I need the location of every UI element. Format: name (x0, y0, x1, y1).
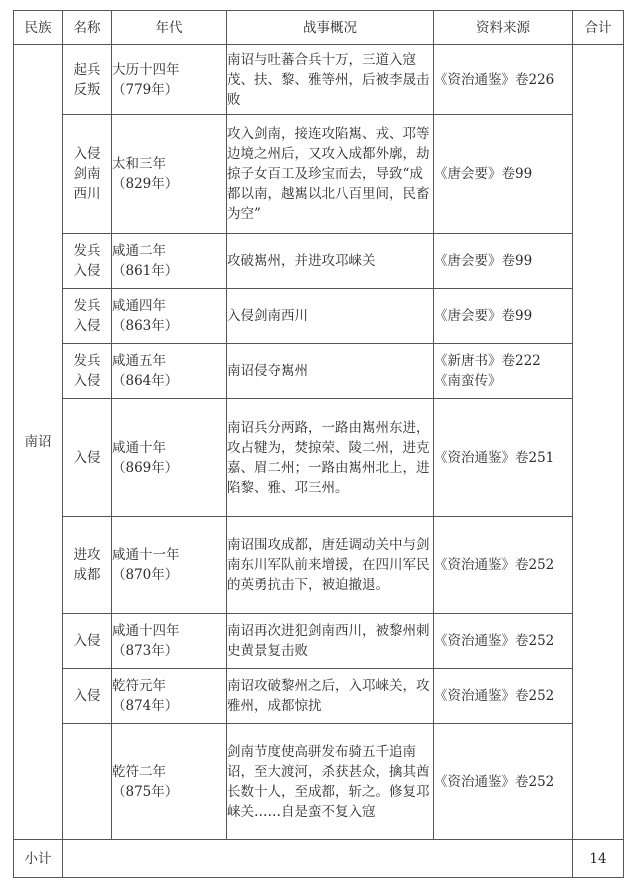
era-line: 太和三年 (112, 156, 166, 172)
table-row (14, 289, 624, 344)
overview-cell: 入侵剑南西川 (227, 289, 434, 344)
name-cell (63, 399, 112, 517)
era-line: 咸通二年 (112, 243, 166, 259)
table-row (14, 399, 624, 517)
era-line: 咸通十一年 (112, 547, 180, 563)
name-cell (63, 45, 112, 115)
name-line: 发兵 (73, 243, 101, 259)
era-line: （779年） (112, 81, 179, 98)
table-row (14, 234, 624, 289)
era-line: 乾符二年 (112, 763, 166, 780)
header-era: 年代 (112, 11, 227, 45)
era-line: （870年） (112, 567, 179, 583)
table-row (14, 724, 624, 840)
source-line: 《资治通鉴》卷226 (434, 71, 555, 88)
source-cell (434, 289, 573, 344)
subtotal-row (14, 840, 624, 878)
source-line: 《唐会要》卷99 (434, 308, 533, 324)
overview-cell: 南诏再次进犯剑南西川，被黎州刺史黄景复击败 (227, 614, 434, 669)
subtotal-value: 14 (573, 840, 624, 878)
header-source: 资料来源 (434, 11, 573, 45)
era-line: 咸通十四年 (112, 623, 180, 639)
name-line: 成都 (73, 567, 101, 583)
source-line: 《资治通鉴》卷252 (434, 633, 555, 649)
source-cell (434, 115, 573, 234)
overview-cell: 攻破嶲州，并进攻邛崃关 (227, 234, 434, 289)
era-cell (112, 724, 227, 840)
name-line: 反叛 (73, 81, 101, 98)
name-cell (63, 517, 112, 614)
header-row (14, 11, 624, 45)
total-cell (573, 45, 624, 840)
battles-table (13, 10, 624, 878)
era-line: 咸通十年 (112, 439, 166, 456)
name-line: 入侵 (73, 146, 101, 162)
table-row (14, 45, 624, 115)
name-line: 入侵 (73, 373, 101, 389)
source-line: 《资治通鉴》卷251 (434, 449, 555, 466)
era-line: （875年） (112, 783, 179, 800)
era-line: 乾符元年 (112, 678, 166, 694)
subtotal-label: 小计 (14, 840, 63, 878)
era-line: 大历十四年 (112, 61, 180, 78)
era-cell (112, 234, 227, 289)
era-line: （874年） (112, 698, 179, 714)
source-line: 《资治通鉴》卷252 (434, 773, 555, 790)
source-cell (434, 399, 573, 517)
table-row (14, 517, 624, 614)
name-line: 起兵 (73, 61, 101, 78)
source-line: 《唐会要》卷99 (434, 253, 533, 269)
era-cell (112, 289, 227, 344)
source-cell (434, 45, 573, 115)
header-ethnicity: 民族 (14, 11, 63, 45)
source-cell (434, 517, 573, 614)
name-cell (63, 289, 112, 344)
name-line: 入侵 (73, 263, 101, 279)
name-cell (63, 234, 112, 289)
name-line: 入侵 (73, 688, 101, 704)
era-cell (112, 45, 227, 115)
era-line: （829年） (112, 176, 179, 192)
era-line: （863年） (112, 318, 179, 334)
name-line: 发兵 (73, 298, 101, 314)
overview-cell: 南诏攻破黎州之后，入邛崃关，攻雅州，成都惊扰 (227, 669, 434, 724)
source-cell (434, 724, 573, 840)
table-row (14, 344, 624, 399)
source-cell (434, 614, 573, 669)
header-name: 名称 (63, 11, 112, 45)
overview-cell: 南诏与吐蕃合兵十万，三道入寇茂、扶、黎、雅等州，后被李晟击败 (227, 45, 434, 115)
source-cell (434, 344, 573, 399)
era-cell (112, 344, 227, 399)
source-line: 《唐会要》卷99 (434, 166, 533, 182)
era-cell (112, 614, 227, 669)
name-line: 进攻 (73, 547, 101, 563)
ethnicity-cell: 南诏 (14, 45, 63, 840)
era-line: （869年） (112, 459, 179, 476)
name-line: 入侵 (73, 633, 101, 649)
era-line: （861年） (112, 263, 179, 279)
name-line: 入侵 (73, 449, 101, 466)
overview-cell: 南诏侵夺嶲州 (227, 344, 434, 399)
source-line: 《资治通鉴》卷252 (434, 557, 555, 573)
era-cell (112, 115, 227, 234)
source-line: 《新唐书》卷222 (434, 353, 541, 369)
name-cell (63, 669, 112, 724)
source-line: 《南蛮传》 (434, 373, 502, 389)
name-cell (63, 614, 112, 669)
overview-cell: 剑南节度使高骈发布骑五千追南诏，至大渡河，杀获甚众，擒其酋长数十人，至成都，斩之。修复邛崃关……自是蛮不复入寇 (227, 724, 434, 840)
name-cell (63, 724, 112, 840)
name-cell (63, 344, 112, 399)
name-line: 入侵 (73, 318, 101, 334)
name-line: 西川 (73, 186, 101, 202)
name-line: 剑南 (73, 166, 101, 182)
table-row (14, 614, 624, 669)
era-line: 咸通四年 (112, 298, 166, 314)
era-cell (112, 669, 227, 724)
era-cell (112, 517, 227, 614)
overview-cell: 南诏围攻成都，唐廷调动关中与剑南东川军队前来增援，在四川军民的英勇抗击下，被迫撤退。 (227, 517, 434, 614)
table-row (14, 115, 624, 234)
header-total: 合计 (573, 11, 624, 45)
source-cell (434, 234, 573, 289)
era-line: （864年） (112, 373, 179, 389)
era-line: 咸通五年 (112, 353, 166, 369)
era-cell (112, 399, 227, 517)
table-row (14, 669, 624, 724)
source-cell (434, 669, 573, 724)
overview-cell: 攻入剑南，接连攻陷嶲、戎、邛等边境之州后，又攻入成都外廓，劫掠子女百工及珍宝而去，导致“成都以南，越嶲以北八百里间，民畜为空” (227, 115, 434, 234)
header-overview: 战事概况 (227, 11, 434, 45)
overview-cell: 南诏兵分两路，一路由嶲州东进，攻占犍为，焚掠荣、陵二州，进克嘉、眉二州；一路由嶲州北上，进陷黎、雅、邛三州。 (227, 399, 434, 517)
name-line: 发兵 (73, 353, 101, 369)
name-cell (63, 115, 112, 234)
subtotal-spacer (63, 840, 573, 878)
era-line: （873年） (112, 643, 179, 659)
source-line: 《资治通鉴》卷252 (434, 688, 555, 704)
